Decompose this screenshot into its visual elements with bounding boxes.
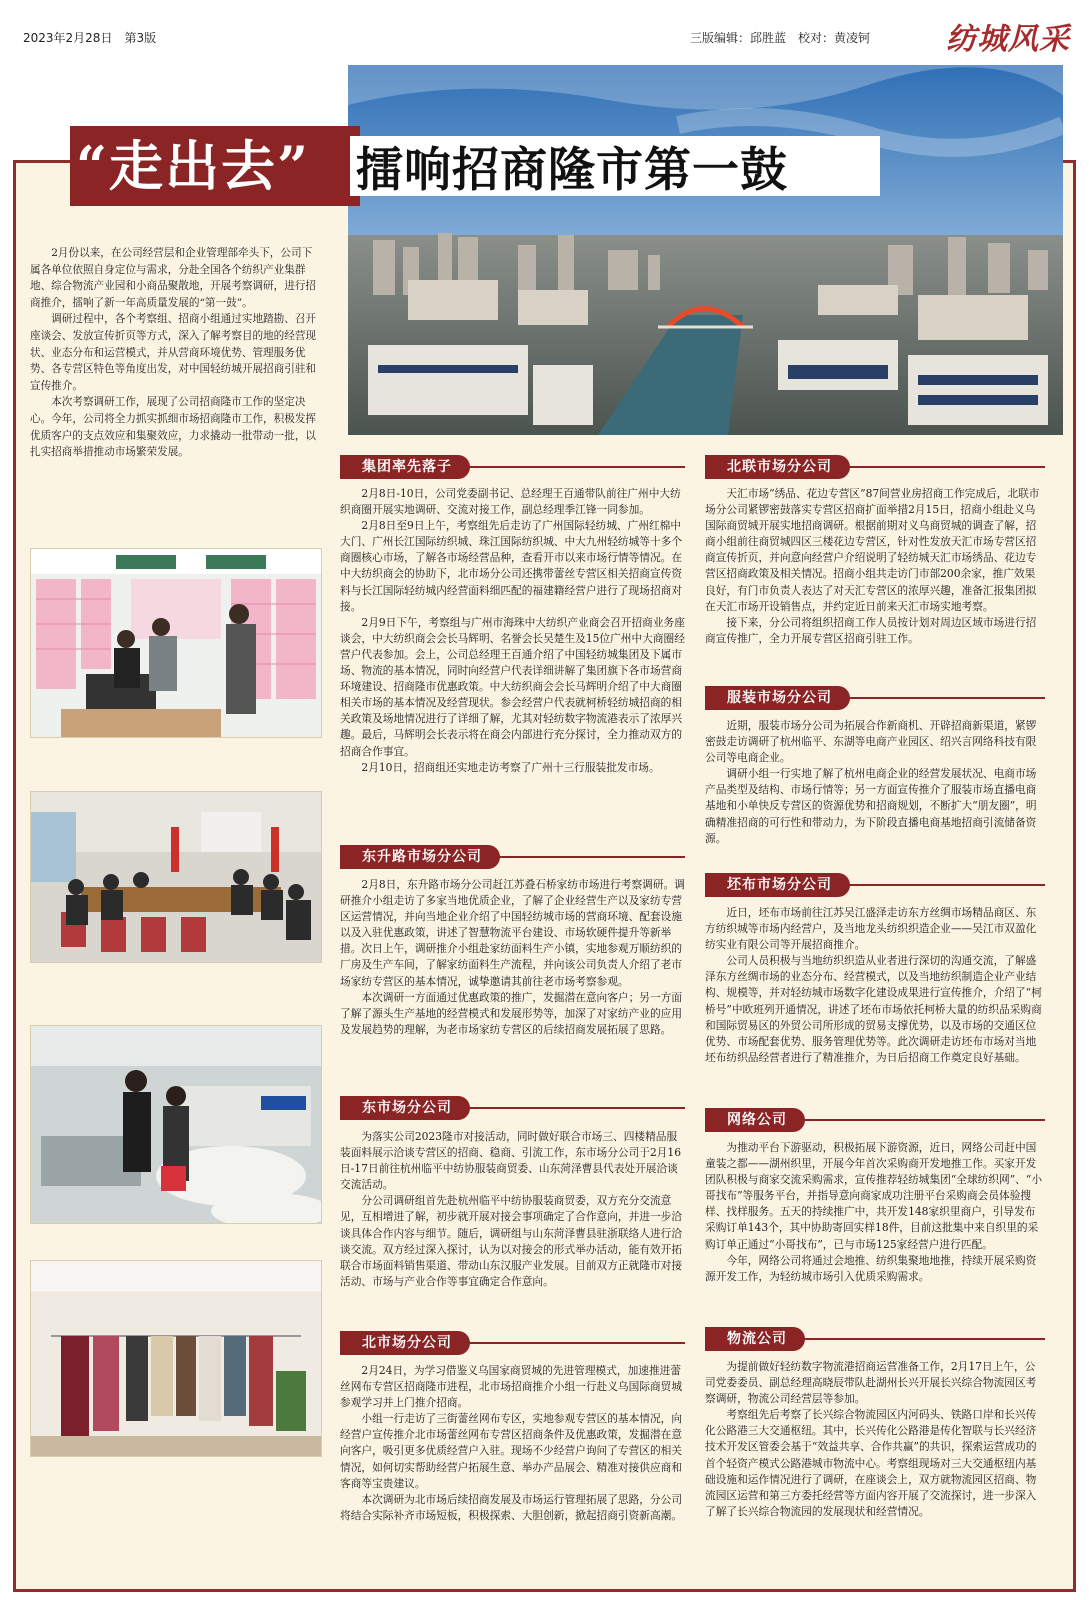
section-header-beishichang — [340, 1331, 685, 1355]
section-title: 服装市场分公司 — [705, 686, 850, 710]
paragraph: 接下来，分公司将组织招商工作人员按计划对周边区域市场进行招商宣传推广，全力开展专营区招商引驻工作。 — [705, 615, 1037, 645]
section-title: 东市场分公司 — [340, 1096, 470, 1120]
section-header-wangluo — [705, 1108, 1045, 1132]
loom-workshop-photo — [30, 1025, 322, 1224]
section-body-dongshichang — [340, 1129, 685, 1290]
section-header-wuliu — [705, 1327, 1045, 1351]
paragraph: 为提前做好轻纺数字物流港招商运营准备工作，2月17日上午，公司党委委员、副总经理高晓辰带队赴湖州长兴开展长兴综合物流园区考察调研，物流公司经营层等参加。 — [705, 1360, 1037, 1406]
paragraph: 考察组先后考察了长兴综合物流园区内河码头、铁路口岸和长兴传化公路港三大交通枢纽。其中，长兴传化公路港是传化智联与长兴经济技术开发区管委会基于“效益共享、合作共赢”的共识，探索运营成功的首个轻资产模式公路港城市物流中心。考察组现场对三大交通枢纽内基础设施和运作情况进行了调研，在座谈会上，双方就物流园区招商、物流园区运营和第三方委托经营等方面内容开展了交流探讨，进一步深入了解了长兴综合物流园的发展现状和经营情况。 — [705, 1408, 1037, 1518]
paragraph: 2月24日，为学习借鉴义乌国家商贸城的先进管理模式，加速推进蕾丝网布专营区招商隆市进程，北市场招商推介小组一行赴义乌国际商贸城参观学习并上门推介招商。 — [340, 1364, 683, 1410]
hero-cityscape-photo — [348, 65, 1063, 435]
section-body-pibu — [705, 905, 1045, 1066]
paragraph: 近期，服装市场分公司为拓展合作新商机、开辟招商新渠道，紧锣密鼓走访调研了杭州临平、东湖等电商产业园区、绍兴言网络科技有限公司等电商企业。 — [705, 719, 1037, 765]
page-title: 擂响招商隆市第一鼓 — [356, 143, 788, 198]
section-title: 物流公司 — [705, 1327, 805, 1351]
garment-shop-photo — [30, 1260, 322, 1457]
section-body-beilian — [705, 486, 1045, 647]
showroom-photo — [30, 548, 322, 738]
section-header-beilian — [705, 455, 1045, 479]
paragraph: 2月10日，招商组还实地走访考察了广州十三行服装批发市场。 — [361, 760, 660, 774]
section-body-wuliu — [705, 1359, 1045, 1520]
paragraph: 分公司调研组首先赴杭州临平中纺协服装商贸委，双方充分交流意见，互相增进了解，初步就开展对接会事项确定了合作意向，并进一步洽谈具体合作内容与细节。随后，调研组与山东菏泽曹县驻浙联络人进行洽谈交流。双方经过深入探讨，认为以对接会的形式举办活动，能有效开拓联合市场面料销售渠道、带动山东汉服产业发展。目前双方正就隆市对接活动、市场与产业合作等事宜确定合作意向。 — [340, 1194, 683, 1288]
section-body-jituan — [340, 486, 685, 776]
intro-paragraph: 调研过程中，各个考察组、招商小组通过实地踏勘、召开座谈会、发放宣传折页等方式，深入了解考察目的地的经营现状、业态分布和运营模式，并从营商环境优势、管理服务优势、各专营区特色等角度出发，对中国轻纺城开展招商引驻和宣传推介。 — [30, 313, 317, 392]
meeting-photo — [30, 791, 322, 963]
issue-date: 2023年2月28日 第3版 — [23, 31, 157, 45]
section-header-jituan — [340, 455, 685, 479]
section-title: 网络公司 — [705, 1108, 805, 1132]
paragraph: 本次调研为北市场后续招商发展及市场运行管理拓展了思路，分公司将结合实际补齐市场短板，积极探索、大胆创新，掀起招商引资新高潮。 — [340, 1492, 683, 1522]
section-body-beishichang — [340, 1363, 685, 1524]
intro-paragraph: 2月份以来，在公司经营层和企业管理部牵头下，公司下属各单位依照自身定位与需求，分赴全国各个纺织产业集群地、综合物流产业园和小商品聚散地，开展考察调研，进行招商推介，擂响了新一年高质量发展的“第一鼓”。 — [30, 247, 317, 309]
paragraph: 近日，坯布市场前往江苏吴江盛泽走访东方丝绸市场精品商区、东方纺织城等市场内经营户，及当地龙头纺织织造企业——吴江市双盈化纺实业有限公司等开展招商推介。 — [705, 906, 1037, 952]
section-body-wangluo — [705, 1140, 1045, 1285]
section-header-fuzhuang — [705, 686, 1045, 710]
editor-credits: 三版编辑：邱胜蓝 校对：黄凌钶 — [690, 31, 871, 45]
paragraph: 2月8日至9日上午，考察组先后走访了广州国际轻纺城、广州红棉中大门、广州长江国际纺织城、珠江国际纺织城、中大九州轻纺城等十多个商圈核心市场，了解各市场经营品种，查看开市以来市场行情等情况。在中大纺织商会的协助下，北市场分公司还携带蕾丝专营区相关招商宣传资料与长江国际轻纺城内经营面料细匹配的福建籍经营户进行了现场招商对接。 — [340, 519, 683, 613]
intro-paragraph: 本次考察调研工作，展现了公司招商隆市工作的坚定决心。今年，公司将全力抓实抓细市场招商隆市工作，积极发挥优质客户的支点效应和集聚效应，力求撬动一批带动一批，以扎实招商举措推动市场繁荣发展。 — [30, 396, 317, 459]
page-header — [0, 0, 1089, 57]
section-title: 坯布市场分公司 — [705, 873, 850, 897]
section-header-pibu — [705, 873, 1045, 897]
section-body-fuzhuang — [705, 718, 1045, 847]
masthead-logo: 纺城风采 — [946, 22, 1070, 57]
paragraph: 天汇市场“绣品、花边专营区”87间营业房招商工作完成后，北联市场分公司紧锣密鼓落实专营区招商扩面举措2月15日，招商小组赴义乌国际商贸城开展实地招商调研。根据前期对义乌商贸城的调查了解，招商小组前往商贸城四区三楼花边专营区，针对性发放天汇市场专营区招商宣传折页，并向意向经营户介绍说明了轻纺城天汇市场绣品、花边专营区招商政策及相关情况。招商小组共走访门市部200余家，推广效果良好，有门市负责人表达了对天汇专营区的浓厚兴趣，准备汇报集团拟在天汇市场开设销售点，并约定近日前来天汇市场实地考察。 — [705, 487, 1040, 613]
title-quote: “走出去” — [76, 134, 311, 198]
paragraph: 为落实公司2023隆市对接活动，同时做好联合市场三、四楼精品服装面料展示洽谈专营区的招商、稳商、引流工作，东市场分公司于2月16日-17日前往杭州临平中纺协服装商贸委、山东菏泽曹县代表处开展洽谈交流活动。 — [340, 1130, 682, 1192]
paragraph: 公司人员积极与当地纺织织造从业者进行深切的沟通交流，了解盛泽东方丝绸市场的业态分布、经营模式，以及当地纺织制造企业产业结构、规模等，并对轻纺城市场数字化建设成果进行宣传推介，介绍了“柯桥号”中欧班列开通情况，讲述了坯布市场依托柯桥大量的纺织品采购商和国际贸易区的外贸公司所形成的贸易支撑优势，以及市场的交通区位优势、市场配套优势、服务管理优势等。此次调研走访坯布市场对当地坯布纺织品经营者进行了精准推介，为日后招商工作奠定良好基础。 — [705, 954, 1042, 1064]
paragraph: 为推动平台下游驱动，积极拓展下游资源，近日，网络公司赶中国童装之都——湖州织里，开展今年首次采购商开发地推工作。买家开发团队积极与商家交流采购需求，宣传推荐轻纺城集团“全球纺织网”、“小哥找布”等服务平台，并指导意向商家成功注册平台采购商会员体验搜样、找样服务。五天的持续推广中，共开发148家织里商户，引导发布采购订单143个，其中协助寄回实样18件，目前这批集中来自织里的采购订单正通过“小哥找布”，已与市场125家经营户进行匹配。 — [705, 1141, 1043, 1251]
section-header-dongsheng — [340, 845, 685, 869]
section-title: 东升路市场分公司 — [340, 845, 500, 869]
section-title: 集团率先落子 — [340, 455, 470, 479]
section-header-dongshichang — [340, 1096, 685, 1120]
paragraph: 2月8日，东升路市场分公司赶江苏叠石桥家纺市场进行考察调研。调研推介小组走访了多家当地优质企业，了解了企业经营生产以及家纺专营区运营情况，并向当地企业介绍了中国轻纺城市场的营商环境、配套设施以及入驻优惠政策，讲述了智慧物流平台建设、市场软硬件提升等新举措。次日上午，调研推介小组赴家纺面料生产小镇，实地参观万顺纺织的厂房及生产车间，了解家纺面料生产流程，并向该公司负责人介绍了老市场家纺专营区的基本情况，诚挚邀请其前往老市场考察参观。 — [340, 878, 685, 988]
paragraph: 2月9日下午，考察组与广州市海珠中大纺织产业商会召开招商业务座谈会，中大纺织商会会长马辉明、名誉会长吴楚生及15位广州中大商圈经营户代表参加。会上，公司总经理王百通介绍了中国轻纺城集团及下属市场、物流的基本情况，同时向经营户代表详细讲解了集团旗下各市场营商环境建设、招商隆市优惠政策。中大纺织商会会长马辉明介绍了中大商圈相关市场的基本情况及经营现状。参会经营户代表就柯桥轻纺城招商的相关政策及场地情况进行了详细了解，尤其对轻纺数字物流港表示了浓厚兴趣。最后，马辉明会长表示将在商会内部进行充分探讨，全力推动双方的招商合作事宜。 — [340, 615, 685, 758]
intro-text — [30, 245, 320, 461]
paragraph: 本次调研一方面通过优惠政策的推广，发掘潜在意向客户；另一方面了解了源头生产基地的经营模式和发展形势等，加深了对家纺产业的应用及发展趋势的理解，为老市场家纺专营区的后续招商发展拓展了思路。 — [340, 990, 683, 1036]
section-title: 北联市场分公司 — [705, 455, 850, 479]
section-title: 北市场分公司 — [340, 1331, 470, 1355]
paragraph: 2月8日-10日，公司党委副书记、总经理王百通带队前往广州中大纺织商圈开展实地调研、交流对接工作，副总经理季江锋一同参加。 — [340, 487, 681, 517]
paragraph: 今年，网络公司将通过会地推、纺织集聚地地推，持续开展采购资源开发工作，为轻纺城市场引入优质采购需求。 — [705, 1253, 1037, 1283]
paragraph: 小组一行走访了三街蕾丝网布专区，实地参观专营区的基本情况，向经营户宣传推介北市场蕾丝网布专营区招商条件及优惠政策，发掘潜在意向客户，吸引更多优质经营户入驻。现场不少经营户询问了专营区的相关情况，如何切实帮助经营户拓展生意、举办产品展会、精准对接供应商和客商等宝贵建议。 — [340, 1412, 683, 1490]
section-body-dongsheng — [340, 877, 685, 1038]
paragraph: 调研小组一行实地了解了杭州电商企业的经营发展状况、电商市场产品类型及结构、市场行情等；另一方面宣传推介了服装市场直播电商基地和小单快反专营区的资源优势和招商规划，不断扩大“朋友圈”，明确精准招商的可行性和带动力，为下阶段直播电商基地招商引流储备资源。 — [705, 767, 1037, 845]
